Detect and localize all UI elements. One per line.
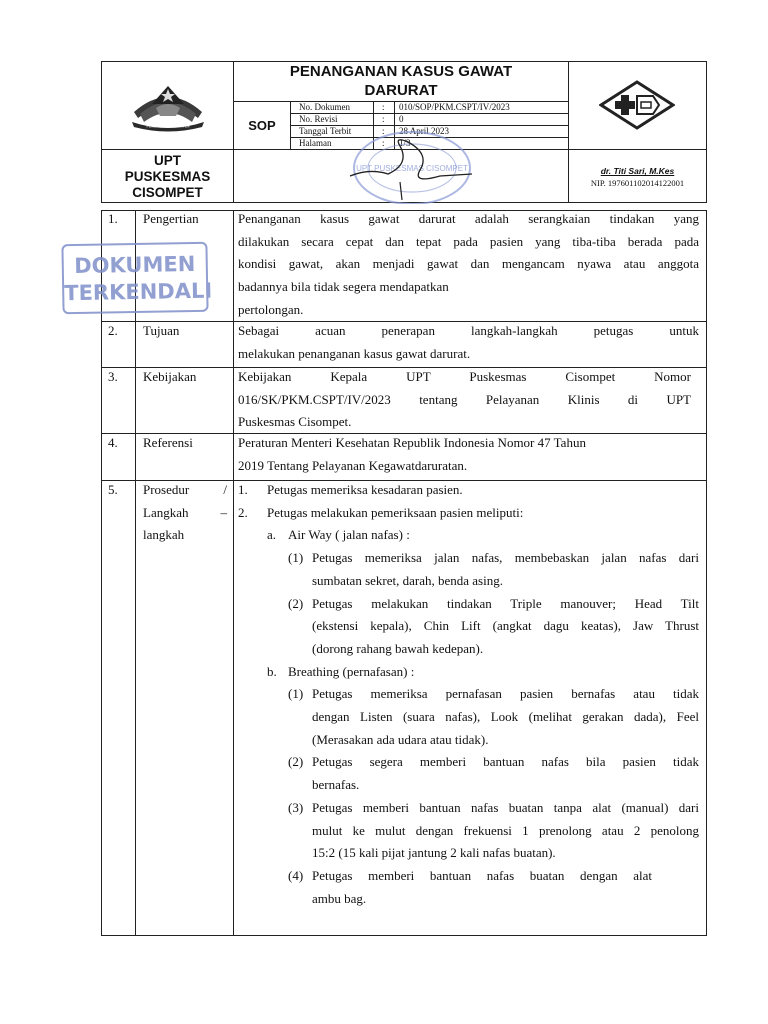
step-text: Petugas melakukan pemeriksaan pasien meliputi: — [267, 504, 524, 520]
sub-item-number: (3) — [288, 799, 304, 815]
text-line: kondisi gawat, akan menjadi gawat dan mengancam nyawa atau anggota — [238, 256, 699, 272]
text-line: pertolongan. — [238, 301, 304, 317]
text-line: Puskesmas Cisompet. — [238, 414, 352, 430]
text-line: Petugas memberi bantuan nafas buatan dengan alat — [312, 867, 652, 883]
text-line: (ekstensi kepala), Chin Lift (angkat dagu keatas), Jaw Thrust — [312, 618, 699, 634]
row-label-kebijakan: Kebijakan — [143, 369, 197, 384]
step-item — [238, 502, 699, 525]
text-line: melakukan penanganan kasus gawat darurat. — [238, 345, 471, 361]
document-title-line1: PENANGANAN KASUS GAWAT — [289, 63, 513, 80]
health-cross-logo — [599, 80, 675, 130]
meta-label-tanggal-terbit: Tanggal Terbit — [299, 126, 352, 136]
substep-title: Air Way ( jalan nafas) : — [288, 527, 410, 543]
text-line: (Merasakan ada udara atau tidak). — [312, 731, 489, 747]
svg-text:UPT PUSKESMAS CISOMPET: UPT PUSKESMAS CISOMPET — [356, 164, 468, 173]
text-line: Petugas memeriksa jalan nafas, membebaskan jalan nafas dari — [312, 550, 699, 566]
official-stamp — [340, 124, 480, 204]
document-title-line2: DARURAT — [364, 82, 438, 99]
sop-label: SOP — [248, 118, 276, 133]
sub-item — [238, 593, 699, 661]
text-line: sumbatan sekret, darah, benda asing. — [312, 572, 503, 588]
svg-text:PEMERINTAH KABUPATEN: PEMERINTAH KABUPATEN — [146, 124, 190, 129]
signer-nip: NIP. 197601102014122001 — [590, 178, 685, 188]
policy-text — [238, 366, 691, 434]
text-line: ambu bag. — [312, 890, 367, 906]
row-number: 4. — [108, 435, 118, 450]
sub-item — [238, 865, 699, 910]
text-line: badannya bila tidak segera mendapatkan — [238, 279, 449, 295]
meta-label-no-revisi: No. Revisi — [299, 114, 338, 124]
substep-title: Breathing (pernafasan) : — [288, 663, 415, 679]
text-line: (dorong rahang bawah kedepan). — [312, 640, 484, 656]
step-number: 2. — [238, 504, 248, 520]
row-number: 2. — [108, 323, 118, 338]
text-line: Sebagai acuan penerapan langkah-langkah petugas untuk — [238, 323, 699, 338]
meta-value-halaman: 1/3 — [399, 138, 411, 148]
label-line: Prosedur / — [143, 482, 227, 497]
substep-letter: a. — [267, 527, 277, 543]
reference-text — [238, 432, 699, 477]
substep-letter: b. — [267, 663, 277, 679]
meta-label-no-dokumen: No. Dokumen — [299, 102, 350, 112]
text-line: 2019 Tentang Pelayanan Kegawatdaruratan. — [238, 457, 468, 473]
document-title — [234, 62, 568, 100]
meta-label-halaman: Halaman — [299, 138, 332, 148]
substep-breathing — [238, 661, 699, 684]
text-line: Kebijakan Kepala UPT Puskesmas Cisompet Nomor — [238, 369, 691, 384]
definition-text — [238, 208, 699, 322]
text-line: Petugas melakukan tindakan Triple manouver; Head Tilt — [312, 595, 699, 611]
step-text: Petugas memeriksa kesadaran pasien. — [267, 482, 463, 497]
row-label-tujuan: Tujuan — [143, 323, 180, 338]
text-line: 15:2 (15 kali pijat jantung 2 kali nafas buatan). — [312, 845, 556, 861]
sub-item — [238, 683, 699, 751]
label-line: Langkah – — [143, 504, 227, 520]
sub-item — [238, 547, 699, 592]
meta-sep: : — [382, 126, 385, 136]
signer-name: dr. Titi Sari, M.Kes — [600, 166, 675, 176]
sub-item — [238, 751, 699, 796]
meta-sep: : — [382, 102, 385, 112]
meta-value-no-dokumen: 010/SOP/PKM.CSPT/IV/2023 — [399, 102, 510, 112]
meta-sep: : — [382, 138, 385, 148]
row-number: 3. — [108, 369, 118, 384]
sub-item-number: (2) — [288, 595, 304, 611]
regional-emblem-logo — [128, 78, 208, 134]
text-line: Petugas segera memberi bantuan nafas bila pasien tidak — [312, 754, 699, 770]
text-line: 016/SK/PKM.CSPT/IV/2023 tentang Pelayanan Klinis di UPT — [238, 391, 691, 407]
sub-item-number: (2) — [288, 754, 304, 770]
org-line2: PUSKESMAS — [124, 169, 211, 184]
meta-sep: : — [382, 114, 385, 124]
sub-item-number: (1) — [288, 550, 304, 566]
org-line3: CISOMPET — [132, 185, 203, 200]
text-line: Petugas memeriksa pernafasan pasien bernafas atau tidak — [312, 686, 699, 702]
row-label-pengertian: Pengertian — [143, 211, 199, 226]
text-line: mulut ke mulut dengan frekuensi 1 prenolong atau 2 penolong — [312, 822, 699, 838]
text-line: Peraturan Menteri Kesehatan Republik Indonesia Nomor 47 Tahun — [238, 435, 586, 450]
sub-item — [238, 797, 699, 865]
substep-airway — [238, 524, 699, 547]
procedure-steps — [238, 479, 699, 910]
meta-value-no-revisi: 0 — [399, 114, 404, 124]
step-number: 1. — [238, 482, 248, 497]
text-line: Petugas memberi bantuan nafas buatan tanpa alat (manual) dari — [312, 799, 699, 815]
stamp-line1: DOKUMEN — [74, 251, 196, 279]
meta-value-tanggal-terbit: 28 April 2023 — [399, 126, 450, 136]
step-item — [238, 479, 699, 502]
row-number: 1. — [108, 211, 118, 226]
text-line: dengan Listen (suara nafas), Look (melihat gerakan dada), Feel — [312, 709, 699, 725]
stamp-line2: TERKENDALI — [64, 278, 213, 306]
label-line: langkah — [143, 527, 185, 543]
row-number: 5. — [108, 482, 118, 497]
org-line1: UPT — [154, 153, 181, 168]
row-label-prosedur — [143, 479, 227, 547]
organization-name — [102, 153, 233, 201]
text-line: dilakukan secara cepat dan tepat pada pasien yang tiba-tiba berada pada — [238, 233, 699, 249]
sub-item-number: (1) — [288, 686, 304, 702]
sub-item-number: (4) — [288, 867, 304, 883]
controlled-document-stamp — [61, 242, 213, 315]
purpose-text — [238, 320, 699, 365]
row-label-referensi: Referensi — [143, 435, 193, 450]
text-line: bernafas. — [312, 777, 360, 793]
text-line: Penanganan kasus gawat darurat adalah serangkaian tindakan yang — [238, 211, 699, 226]
